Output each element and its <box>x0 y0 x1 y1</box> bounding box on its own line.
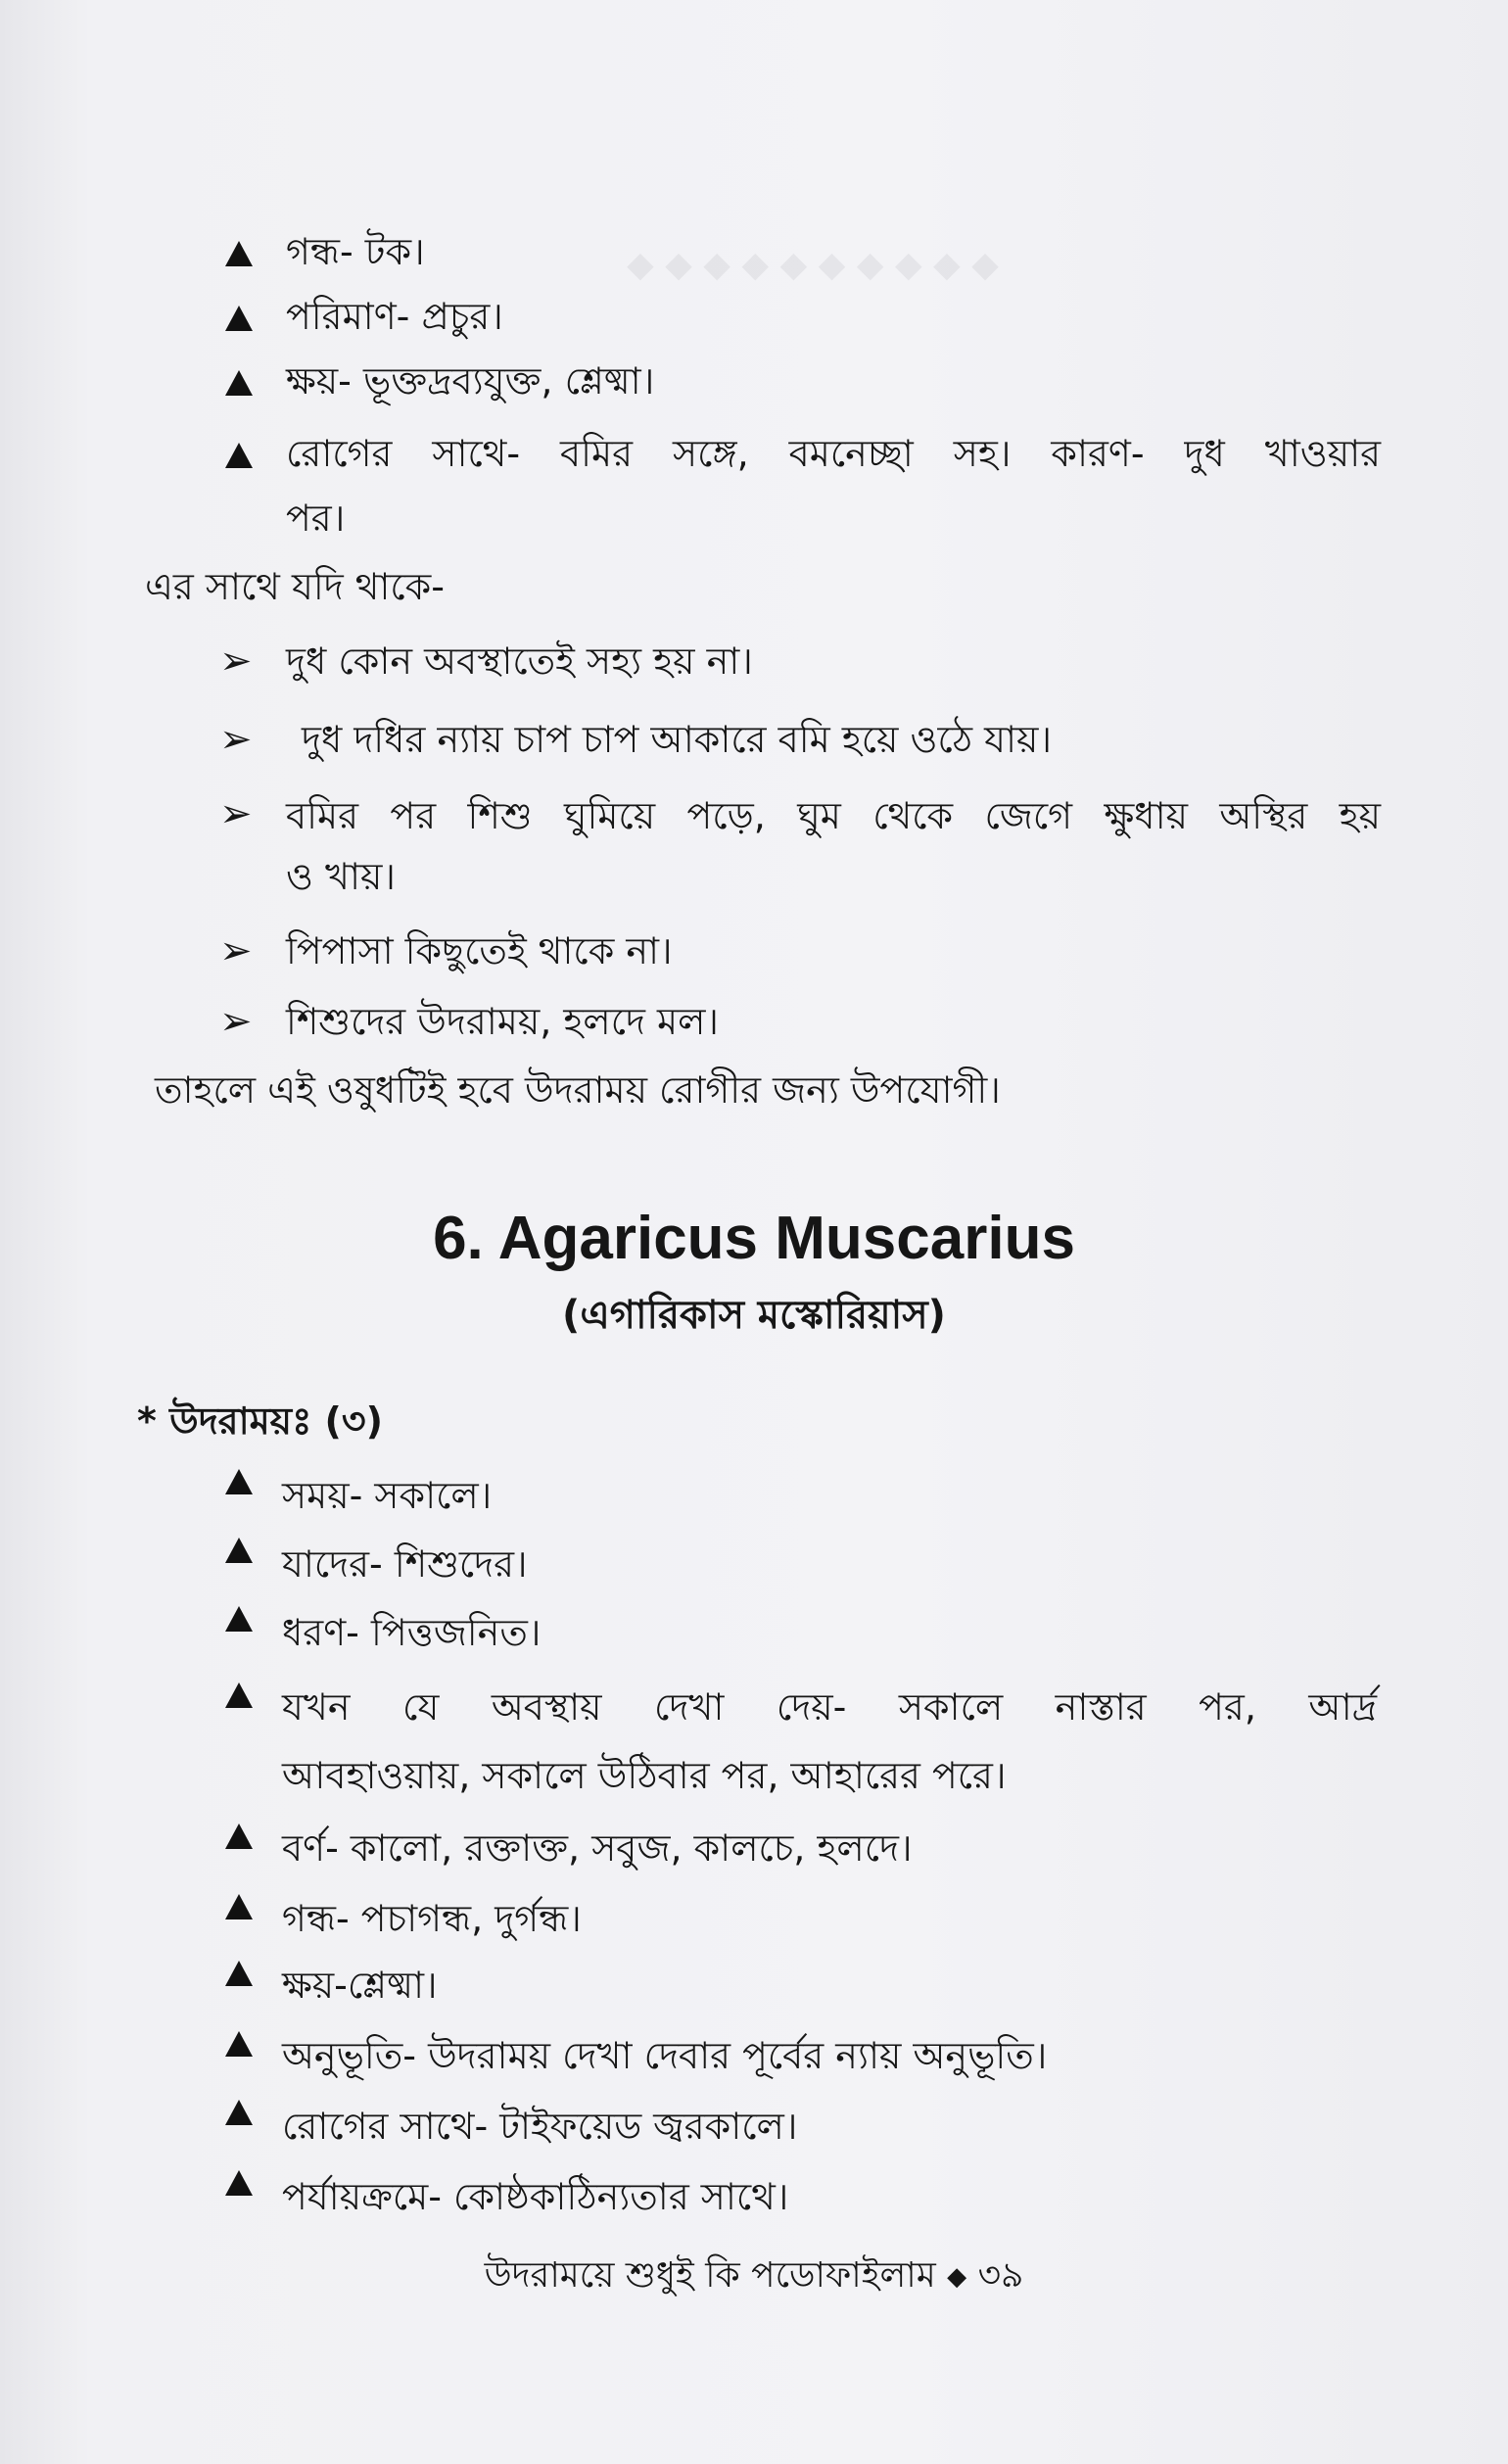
list-item: বমির পর শিশু ঘুমিয়ে পড়ে, ঘুম থেকে জেগে ক্ষুধায় অস্থির হয় <box>286 794 1381 837</box>
triangle-bullet-icon <box>225 306 253 331</box>
triangle-bullet-icon <box>225 1682 253 1708</box>
list-item: রোগের সাথে- টাইফয়েড জ্বরকালে। <box>282 2105 798 2148</box>
list-item: অনুভূতি- উদরাময় দেখা দেবার পূর্বের ন্যায় অনুভূতি। <box>282 2034 1048 2077</box>
triangle-bullet-icon <box>225 1961 253 1986</box>
list-item-continuation: পর। <box>286 497 346 540</box>
list-item: সময়- সকালে। <box>282 1474 493 1517</box>
list-item: ধরণ- পিত্তজনিত। <box>282 1611 542 1654</box>
conclusion-text: তাহলে এই ওষুধটিই হবে উদরাময় রোগীর জন্য উপযোগী। <box>155 1068 1001 1112</box>
triangle-bullet-icon <box>225 2031 253 2057</box>
list-item: যাদের- শিশুদের। <box>282 1542 528 1586</box>
triangle-bullet-icon <box>225 2170 253 2196</box>
list-item-continuation: আবহাওয়ায়, সকালে উঠিবার পর, আহারের পরে। <box>282 1754 1007 1797</box>
triangle-bullet-icon <box>225 1824 253 1849</box>
list-item: গন্ধ- টক। <box>286 230 425 273</box>
section-heading: * উদরাময়ঃ (৩) <box>137 1399 384 1443</box>
list-item: গন্ধ- পচাগন্ধ, দুর্গন্ধ। <box>282 1897 582 1940</box>
list-item: রোগের সাথে- বমির সঙ্গে, বমনেচ্ছা সহ। কারণ- দুধ খাওয়ার <box>286 432 1381 475</box>
list-item: যখন যে অবস্থায় দেখা দেয়- সকালে নাস্তার পর, আর্দ্র <box>282 1685 1377 1729</box>
triangle-bullet-icon <box>225 2100 253 2125</box>
running-title: উদরাময়ে শুধুই কি পডোফাইলাম <box>484 2255 936 2296</box>
list-item: দুধ কোন অবস্থাতেই সহ্য হয় না। <box>286 640 753 683</box>
triangle-bullet-icon <box>225 1538 253 1563</box>
diamond-separator-icon: ◆ <box>947 2262 967 2292</box>
arrow-bullet-icon: ➢ <box>219 717 253 762</box>
arrow-bullet-icon: ➢ <box>219 999 253 1044</box>
list-item: পর্যায়ক্রমে- কোষ্ঠকাঠিন্যতার সাথে। <box>282 2175 789 2218</box>
list-item: বর্ণ- কালো, রক্তাক্ত, সবুজ, কালচে, হলদে। <box>282 1826 913 1870</box>
list-item: ক্ষয়-শ্লেষ্মা। <box>282 1964 438 2007</box>
page-number: ৩৯ <box>977 2255 1024 2296</box>
remedy-title: 6. Agaricus Muscarius <box>433 1205 1075 1272</box>
list-item: ক্ষয়- ভূক্তদ্রব্যযুক্ত, শ্লেষ্মা। <box>286 359 655 403</box>
list-item-continuation: ও খায়। <box>286 855 396 898</box>
list-item: দুধ দধির ন্যায় চাপ চাপ আকারে বমি হয়ে ওঠে যায়। <box>302 718 1053 761</box>
remedy-subtitle: (এগারিকাস মস্কোরিয়াস) <box>562 1293 946 1338</box>
arrow-bullet-icon: ➢ <box>219 928 253 973</box>
list-item: শিশুদের উদরাময়, হলদে মল। <box>286 1000 720 1043</box>
triangle-bullet-icon <box>225 443 253 468</box>
triangle-bullet-icon <box>225 370 253 396</box>
triangle-bullet-icon <box>225 241 253 266</box>
triangle-bullet-icon <box>225 1894 253 1919</box>
arrow-bullet-icon: ➢ <box>219 639 253 684</box>
arrow-bullet-icon: ➢ <box>219 791 253 836</box>
triangle-bullet-icon <box>225 1606 253 1632</box>
list-item: পিপাসা কিছুতেই থাকে না। <box>286 929 673 972</box>
page-footer <box>0 2252 1508 2300</box>
conditions-intro: এর সাথে যদি থাকে- <box>145 565 445 608</box>
triangle-bullet-icon <box>225 1469 253 1494</box>
bleed-through: ◆ ◆ ◆ ◆ ◆ ◆ ◆ ◆ ◆ ◆ <box>627 245 999 285</box>
list-item: পরিমাণ- প্রচুর। <box>286 295 503 338</box>
